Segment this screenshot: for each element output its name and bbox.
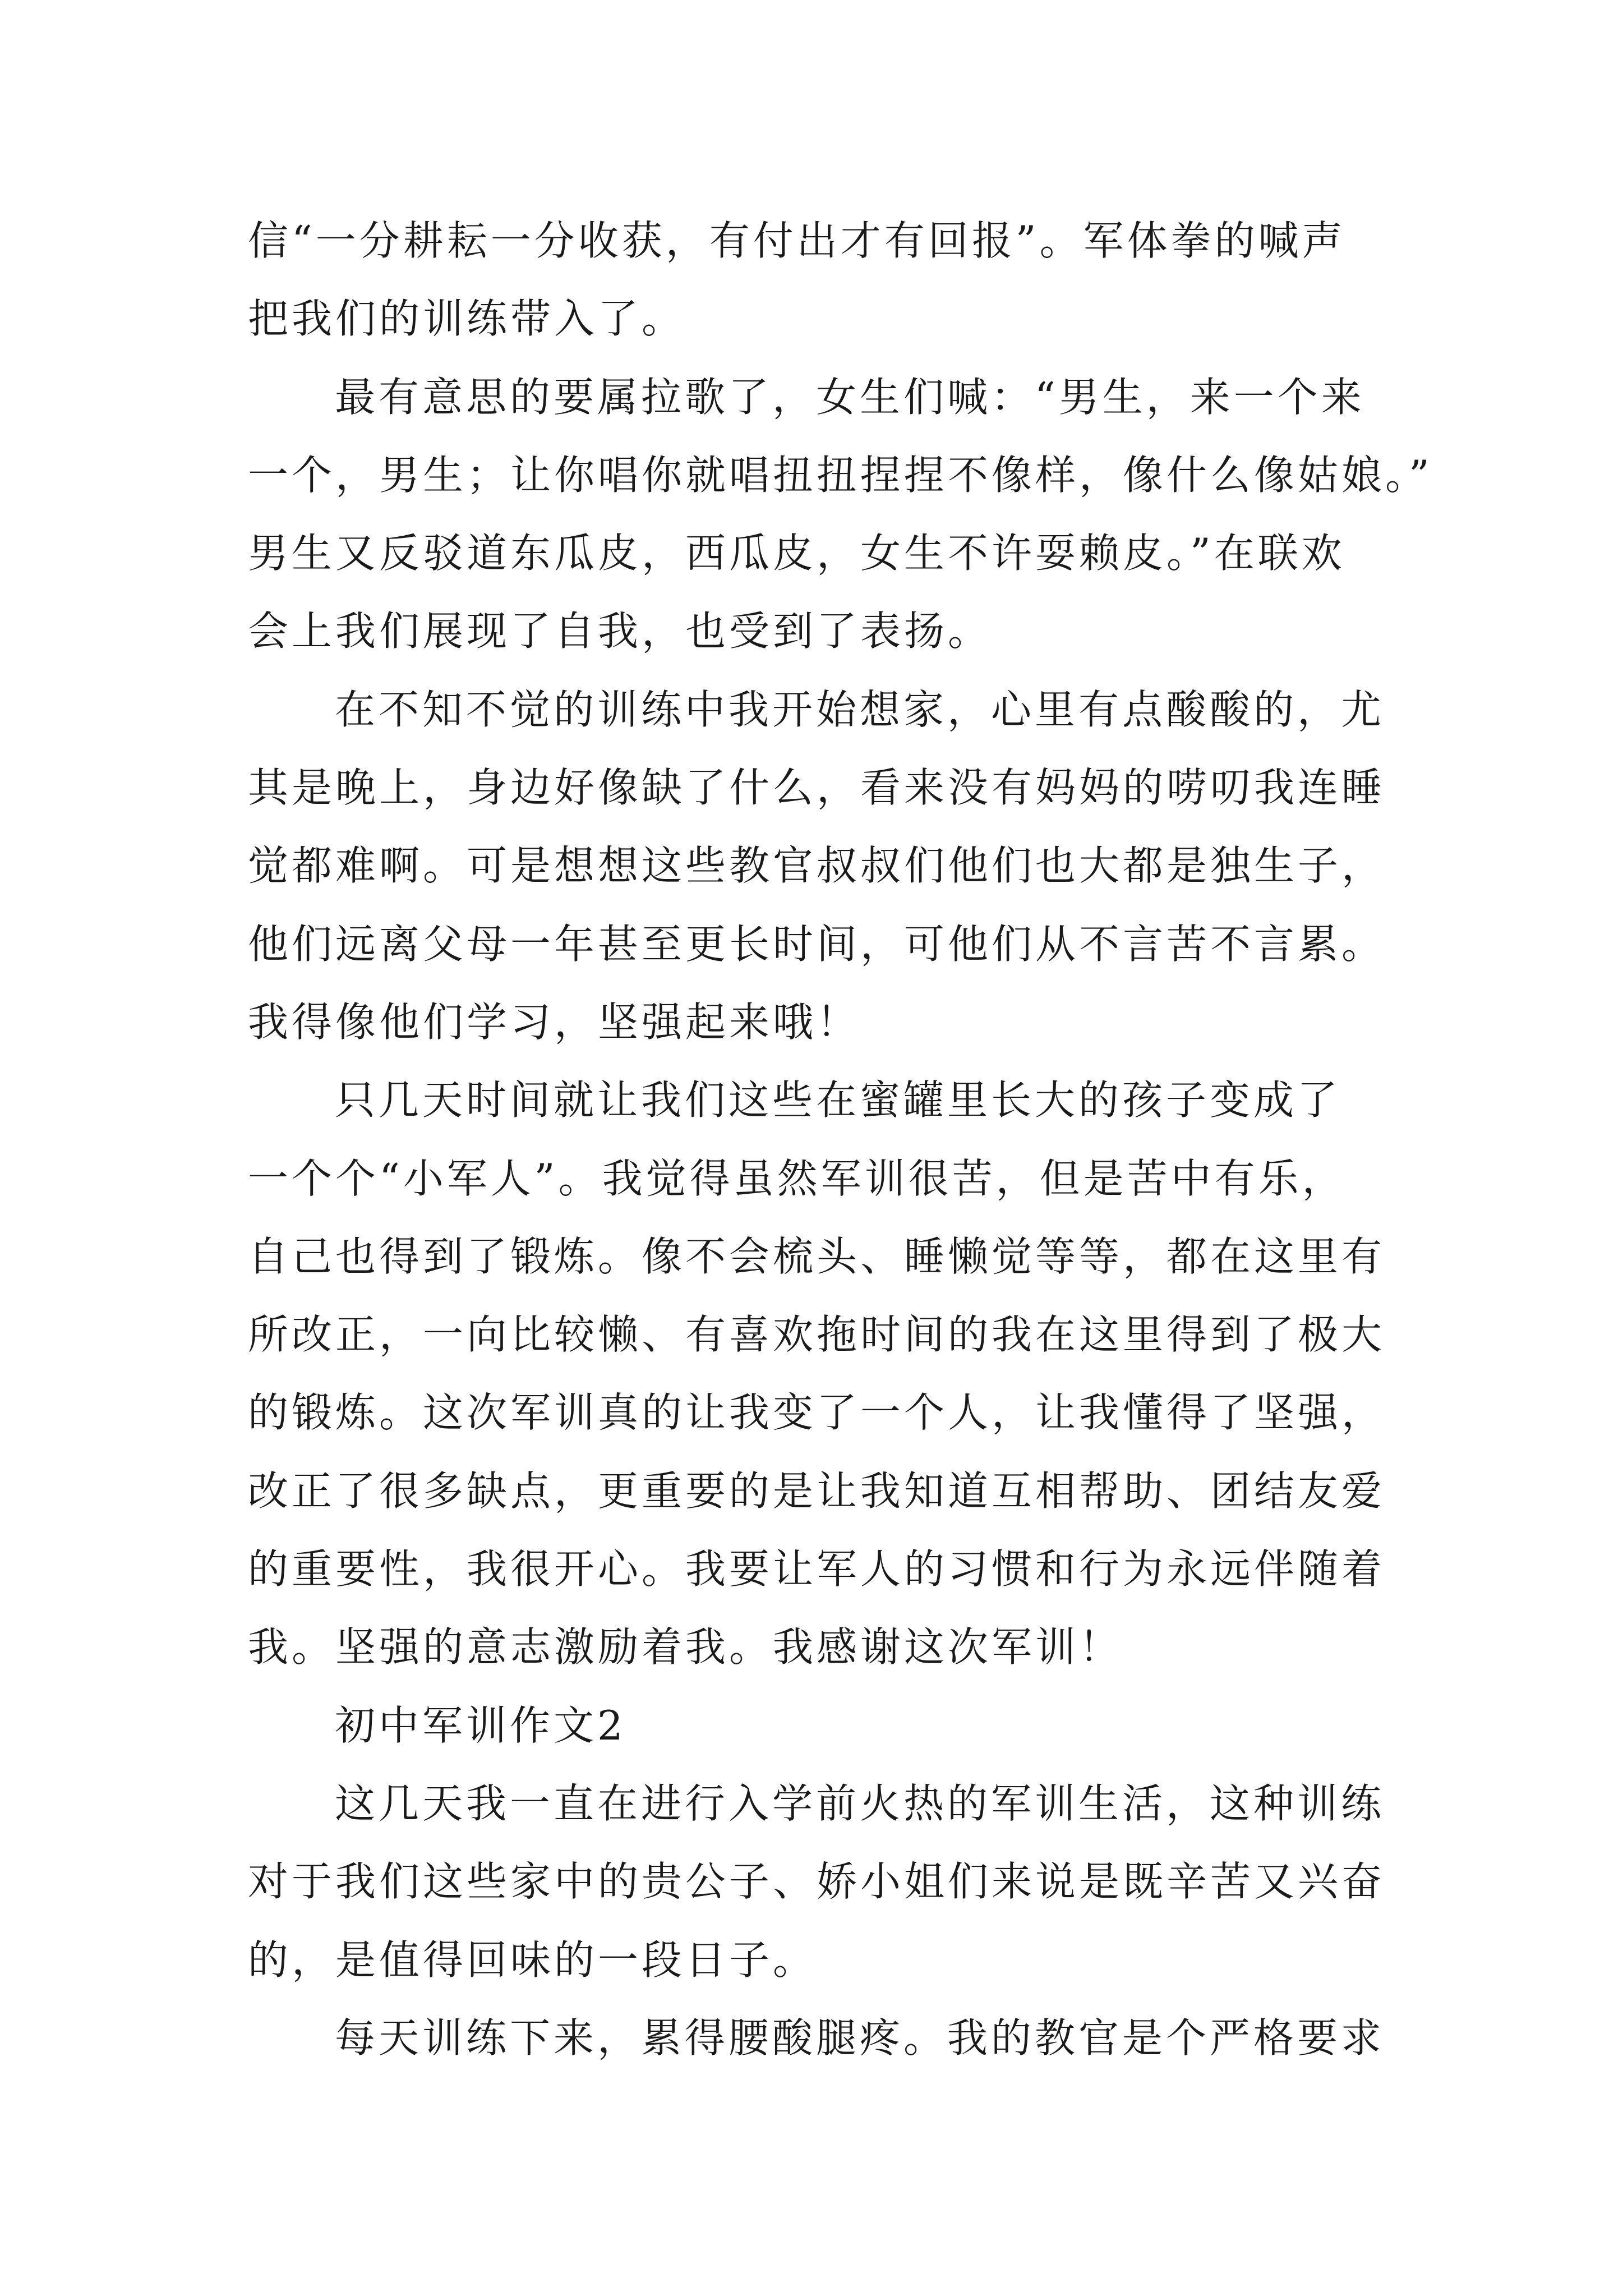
text-line: 所改正，一向比较懒、有喜欢拖时间的我在这里得到了极大 [248,1311,1386,1359]
essay-text [248,202,1433,2077]
text-line: 一个，男生；让你唱你就唱扭扭捏捏不像样，像什么像姑娘。” [248,451,1433,499]
paragraph-start-line: 最有意思的要属拉歌了，女生们喊：“男生，来一个来 [335,373,1365,421]
text-line: 觉都难啊。可是想想这些教官叔叔们他们也大都是独生子， [248,842,1386,890]
paragraph-start-line: 只几天时间就让我们这些在蜜罐里长大的孩子变成了 [335,1076,1341,1124]
text-line: 他们远离父母一年甚至更长时间，可他们从不言苦不言累。 [248,920,1386,968]
paragraph-start-line: 这几天我一直在进行入学前火热的军训生活，这种训练 [335,1779,1385,1827]
text-line: 对于我们这些家中的贵公子、娇小姐们来说是既辛苦又兴奋 [248,1858,1386,1906]
paragraph-start-line: 在不知不觉的训练中我开始想家，心里有点酸酸的，尤 [335,685,1385,733]
paragraph-start-line: 每天训练下来，累得腰酸腿疼。我的教官是个严格要求 [335,2014,1385,2062]
text-line: 我得像他们学习，坚强起来哦！ [248,998,861,1046]
text-line: 的，是值得回味的一段日子。 [248,1936,817,1984]
text-line: 自己也得到了锻炼。像不会梳头、睡懒觉等等，都在这里有 [248,1232,1386,1280]
section-heading: 初中军训作文2 [335,1701,626,1749]
text-line: 的锻炼。这次军训真的让我变了一个人，让我懂得了坚强， [248,1389,1386,1437]
text-line: 会上我们展现了自我，也受到了表扬。 [248,608,992,655]
text-line: 男生又反驳道东瓜皮，西瓜皮，女生不许耍赖皮。”在联欢 [248,530,1345,577]
text-line: 改正了很多缺点，更重要的是让我知道互相帮助、团结友爱 [248,1467,1386,1515]
text-line: 一个个“小军人”。我觉得虽然军训很苦，但是苦中有乐， [248,1154,1346,1202]
text-line: 把我们的训练带入了。 [248,295,686,343]
text-line: 我。坚强的意志激励着我。我感谢这次军训！ [248,1623,1123,1671]
text-line: 其是晚上，身边好像缺了什么，看来没有妈妈的唠叨我连睡 [248,764,1386,812]
text-line: 的重要性，我很开心。我要让军人的习惯和行为永远伴随着 [248,1545,1386,1593]
text-line: 信“一分耕耘一分收获，有付出才有回报”。军体拳的喊声 [248,217,1346,264]
